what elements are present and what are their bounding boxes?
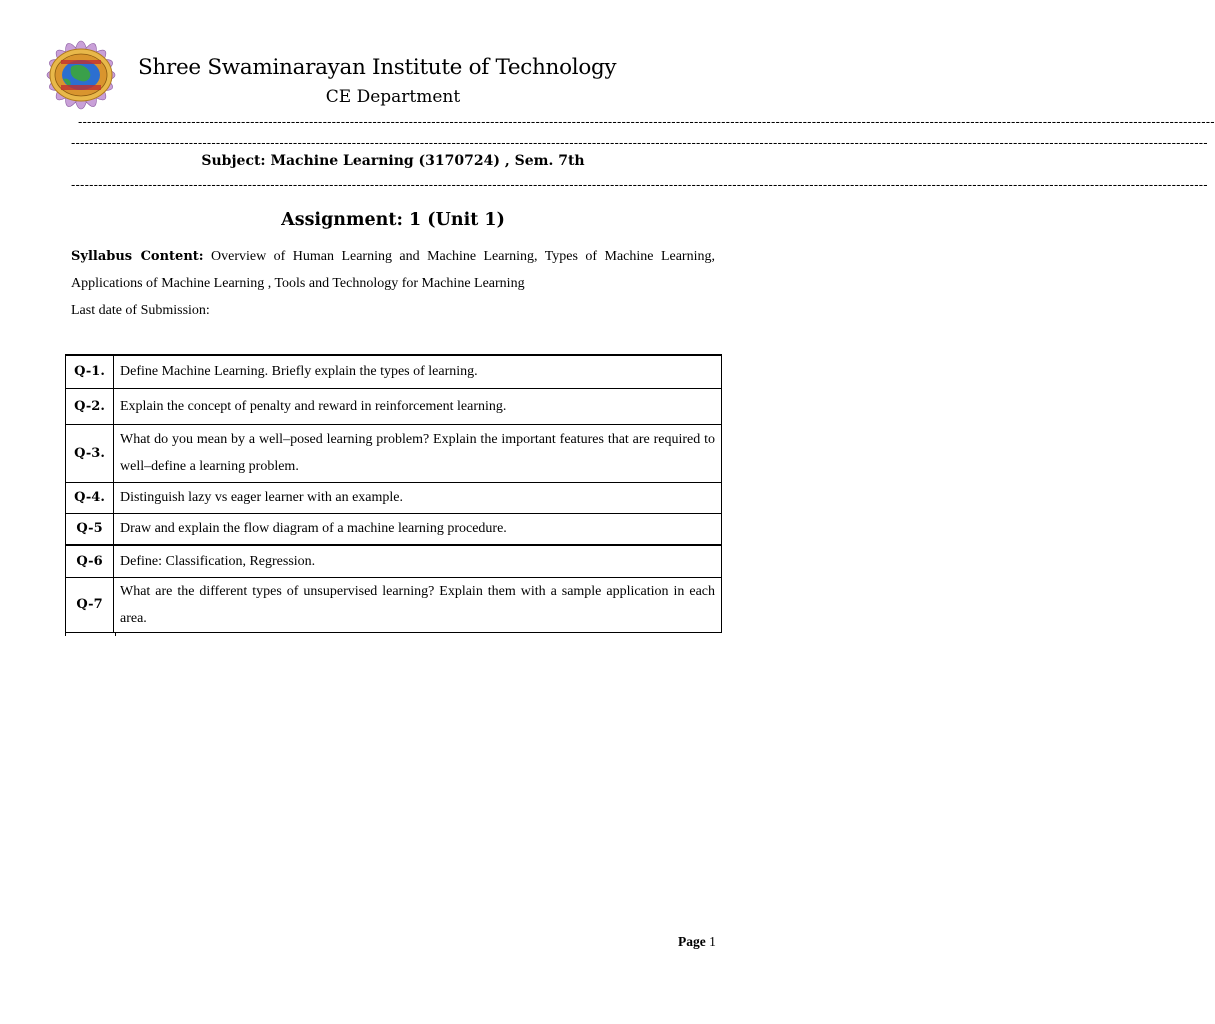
table-row (66, 577, 722, 632)
divider-line-3: ----------------------------------------------------------------------------------------------------------------------------------------------------------------------------------------------------------------------------------------------------------- (71, 177, 1208, 192)
page-number-value: 1 (709, 934, 716, 949)
question-number: Q-7 (66, 577, 114, 632)
table-row (66, 545, 722, 577)
page-label: Page (678, 934, 706, 949)
table-row (66, 513, 722, 545)
department-name: CE Department (325, 87, 461, 107)
question-number: Q-6 (66, 545, 114, 577)
question-number: Q-3. (66, 424, 114, 482)
divider-line-2: ----------------------------------------------------------------------------------------------------------------------------------------------------------------------------------------------------------------------------------------------------------- (71, 135, 1208, 150)
question-number: Q-1. (66, 355, 114, 388)
divider-line-1: ----------------------------------------------------------------------------------------------------------------------------------------------------------------------------------------------------------------------------------------------------------- (78, 114, 1215, 129)
questions-table (65, 354, 722, 633)
question-text: What do you mean by a well–posed learning problem? Explain the important features that are required to well–define a learning problem. (114, 424, 722, 482)
question-text: Define Machine Learning. Briefly explain the types of learning. (114, 355, 722, 388)
question-number: Q-4. (66, 482, 114, 513)
question-text: Distinguish lazy vs eager learner with an example. (114, 482, 722, 513)
assignment-title: Assignment: 1 (Unit 1) (281, 210, 505, 230)
table-trailing-border (65, 632, 116, 636)
subject-line: Subject: Machine Learning (3170724) , Sem. 7th (201, 153, 585, 169)
syllabus-text: Overview of Human Learning and Machine Learning, Types of Machine Learning, Applications of Machine Learning , Tools and Technology for Machine Learning (71, 249, 715, 291)
question-text: Define: Classification, Regression. (114, 545, 722, 577)
table-row (66, 388, 722, 424)
table-row (66, 355, 722, 388)
question-number: Q-5 (66, 513, 114, 545)
table-row (66, 424, 722, 482)
table-row (66, 482, 722, 513)
syllabus-label: Syllabus Content: (71, 249, 204, 264)
question-text: Draw and explain the flow diagram of a machine learning procedure. (114, 513, 722, 545)
question-number: Q-2. (66, 388, 114, 424)
question-text: What are the different types of unsupervised learning? Explain them with a sample application in each area. (114, 577, 722, 632)
last-date-of-submission: Last date of Submission: (71, 303, 210, 318)
institute-name: Shree Swaminarayan Institute of Technology (138, 55, 617, 80)
question-text: Explain the concept of penalty and reward in reinforcement learning. (114, 388, 722, 424)
syllabus-content (71, 243, 715, 297)
page-number (678, 934, 716, 950)
